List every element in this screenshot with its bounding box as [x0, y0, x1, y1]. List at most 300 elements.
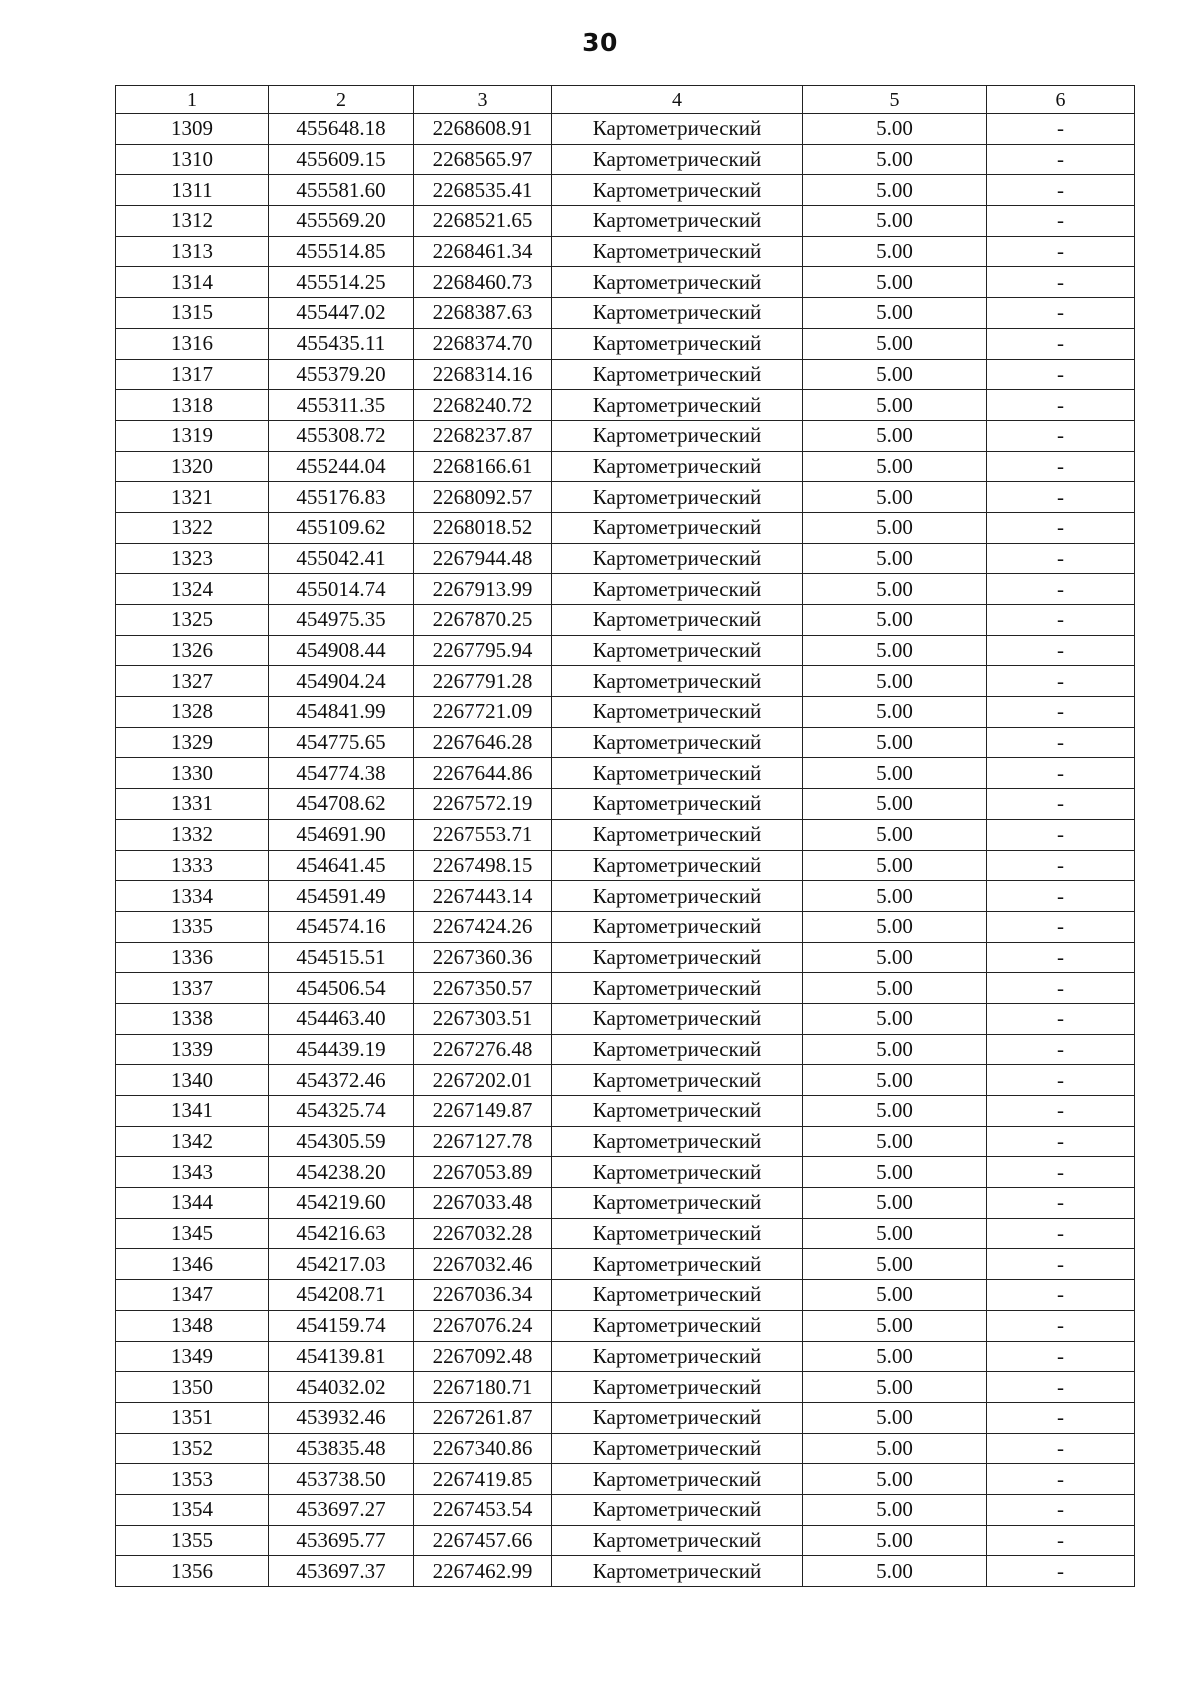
method-cell: Картометрический [552, 206, 803, 237]
method-cell: Картометрический [552, 666, 803, 697]
table-row [116, 1556, 1135, 1587]
column-header-3: 3 [414, 86, 552, 114]
table-row [116, 512, 1135, 543]
x-coordinate-cell: 454975.35 [269, 605, 414, 636]
table-row [116, 1188, 1135, 1219]
note-cell: - [987, 605, 1135, 636]
point-number-cell: 1319 [116, 420, 269, 451]
accuracy-cell: 5.00 [803, 206, 987, 237]
table-row [116, 1525, 1135, 1556]
table-row [116, 1218, 1135, 1249]
table-row [116, 1096, 1135, 1127]
method-cell: Картометрический [552, 1341, 803, 1372]
accuracy-cell: 5.00 [803, 114, 987, 145]
column-header-2: 2 [269, 86, 414, 114]
point-number-cell: 1316 [116, 328, 269, 359]
y-coordinate-cell: 2267180.71 [414, 1372, 552, 1403]
x-coordinate-cell: 454208.71 [269, 1280, 414, 1311]
accuracy-cell: 5.00 [803, 1402, 987, 1433]
accuracy-cell: 5.00 [803, 543, 987, 574]
method-cell: Картометрический [552, 911, 803, 942]
table-row [116, 1494, 1135, 1525]
table-row [116, 605, 1135, 636]
accuracy-cell: 5.00 [803, 1464, 987, 1495]
note-cell: - [987, 451, 1135, 482]
accuracy-cell: 5.00 [803, 1096, 987, 1127]
x-coordinate-cell: 453697.37 [269, 1556, 414, 1587]
x-coordinate-cell: 454216.63 [269, 1218, 414, 1249]
page-number: 30 [582, 28, 618, 57]
method-cell: Картометрический [552, 1372, 803, 1403]
table-row [116, 942, 1135, 973]
accuracy-cell: 5.00 [803, 758, 987, 789]
point-number-cell: 1346 [116, 1249, 269, 1280]
note-cell: - [987, 666, 1135, 697]
y-coordinate-cell: 2267419.85 [414, 1464, 552, 1495]
table-row [116, 574, 1135, 605]
y-coordinate-cell: 2267572.19 [414, 789, 552, 820]
point-number-cell: 1347 [116, 1280, 269, 1311]
table-row [116, 144, 1135, 175]
y-coordinate-cell: 2268240.72 [414, 390, 552, 421]
note-cell: - [987, 819, 1135, 850]
table-row [116, 1003, 1135, 1034]
point-number-cell: 1311 [116, 175, 269, 206]
accuracy-cell: 5.00 [803, 1556, 987, 1587]
method-cell: Картометрический [552, 1096, 803, 1127]
point-number-cell: 1348 [116, 1310, 269, 1341]
accuracy-cell: 5.00 [803, 881, 987, 912]
table-header-row [116, 86, 1135, 114]
note-cell: - [987, 359, 1135, 390]
point-number-cell: 1339 [116, 1034, 269, 1065]
note-cell: - [987, 175, 1135, 206]
x-coordinate-cell: 454691.90 [269, 819, 414, 850]
x-coordinate-cell: 453835.48 [269, 1433, 414, 1464]
note-cell: - [987, 1341, 1135, 1372]
y-coordinate-cell: 2267036.34 [414, 1280, 552, 1311]
y-coordinate-cell: 2268461.34 [414, 236, 552, 267]
note-cell: - [987, 298, 1135, 329]
table-row [116, 819, 1135, 850]
accuracy-cell: 5.00 [803, 1218, 987, 1249]
x-coordinate-cell: 455042.41 [269, 543, 414, 574]
y-coordinate-cell: 2268092.57 [414, 482, 552, 513]
accuracy-cell: 5.00 [803, 942, 987, 973]
y-coordinate-cell: 2267795.94 [414, 635, 552, 666]
method-cell: Картометрический [552, 1126, 803, 1157]
method-cell: Картометрический [552, 1556, 803, 1587]
accuracy-cell: 5.00 [803, 482, 987, 513]
note-cell: - [987, 543, 1135, 574]
note-cell: - [987, 1372, 1135, 1403]
method-cell: Картометрический [552, 267, 803, 298]
x-coordinate-cell: 454305.59 [269, 1126, 414, 1157]
accuracy-cell: 5.00 [803, 1494, 987, 1525]
table-body [116, 114, 1135, 1587]
method-cell: Картометрический [552, 1218, 803, 1249]
accuracy-cell: 5.00 [803, 1249, 987, 1280]
y-coordinate-cell: 2267033.48 [414, 1188, 552, 1219]
x-coordinate-cell: 454372.46 [269, 1065, 414, 1096]
table-row [116, 543, 1135, 574]
note-cell: - [987, 1096, 1135, 1127]
table-row [116, 758, 1135, 789]
x-coordinate-cell: 455244.04 [269, 451, 414, 482]
point-number-cell: 1322 [116, 512, 269, 543]
y-coordinate-cell: 2268166.61 [414, 451, 552, 482]
point-number-cell: 1312 [116, 206, 269, 237]
x-coordinate-cell: 454238.20 [269, 1157, 414, 1188]
method-cell: Картометрический [552, 1249, 803, 1280]
method-cell: Картометрический [552, 420, 803, 451]
method-cell: Картометрический [552, 789, 803, 820]
point-number-cell: 1332 [116, 819, 269, 850]
method-cell: Картометрический [552, 359, 803, 390]
accuracy-cell: 5.00 [803, 451, 987, 482]
table-row [116, 267, 1135, 298]
table-row [116, 973, 1135, 1004]
x-coordinate-cell: 454574.16 [269, 911, 414, 942]
accuracy-cell: 5.00 [803, 1280, 987, 1311]
y-coordinate-cell: 2267498.15 [414, 850, 552, 881]
note-cell: - [987, 328, 1135, 359]
note-cell: - [987, 482, 1135, 513]
accuracy-cell: 5.00 [803, 1034, 987, 1065]
accuracy-cell: 5.00 [803, 574, 987, 605]
y-coordinate-cell: 2267870.25 [414, 605, 552, 636]
x-coordinate-cell: 454591.49 [269, 881, 414, 912]
accuracy-cell: 5.00 [803, 420, 987, 451]
y-coordinate-cell: 2267462.99 [414, 1556, 552, 1587]
note-cell: - [987, 973, 1135, 1004]
note-cell: - [987, 1249, 1135, 1280]
point-number-cell: 1309 [116, 114, 269, 145]
method-cell: Картометрический [552, 973, 803, 1004]
point-number-cell: 1344 [116, 1188, 269, 1219]
point-number-cell: 1310 [116, 144, 269, 175]
point-number-cell: 1342 [116, 1126, 269, 1157]
method-cell: Картометрический [552, 298, 803, 329]
point-number-cell: 1334 [116, 881, 269, 912]
x-coordinate-cell: 455514.25 [269, 267, 414, 298]
y-coordinate-cell: 2267127.78 [414, 1126, 552, 1157]
table-row [116, 697, 1135, 728]
accuracy-cell: 5.00 [803, 1433, 987, 1464]
note-cell: - [987, 1188, 1135, 1219]
method-cell: Картометрический [552, 390, 803, 421]
method-cell: Картометрический [552, 1402, 803, 1433]
table-row [116, 1341, 1135, 1372]
column-header-4: 4 [552, 86, 803, 114]
accuracy-cell: 5.00 [803, 819, 987, 850]
point-number-cell: 1355 [116, 1525, 269, 1556]
point-number-cell: 1353 [116, 1464, 269, 1495]
y-coordinate-cell: 2267350.57 [414, 973, 552, 1004]
note-cell: - [987, 1126, 1135, 1157]
table-row [116, 175, 1135, 206]
accuracy-cell: 5.00 [803, 267, 987, 298]
point-number-cell: 1313 [116, 236, 269, 267]
table-row [116, 420, 1135, 451]
point-number-cell: 1351 [116, 1402, 269, 1433]
note-cell: - [987, 758, 1135, 789]
point-number-cell: 1328 [116, 697, 269, 728]
table-row [116, 1065, 1135, 1096]
method-cell: Картометрический [552, 114, 803, 145]
table-row [116, 881, 1135, 912]
x-coordinate-cell: 455609.15 [269, 144, 414, 175]
accuracy-cell: 5.00 [803, 390, 987, 421]
y-coordinate-cell: 2268237.87 [414, 420, 552, 451]
note-cell: - [987, 1433, 1135, 1464]
method-cell: Картометрический [552, 727, 803, 758]
table-row [116, 911, 1135, 942]
point-number-cell: 1354 [116, 1494, 269, 1525]
accuracy-cell: 5.00 [803, 911, 987, 942]
point-number-cell: 1314 [116, 267, 269, 298]
y-coordinate-cell: 2267340.86 [414, 1433, 552, 1464]
y-coordinate-cell: 2267443.14 [414, 881, 552, 912]
column-header-1: 1 [116, 86, 269, 114]
x-coordinate-cell: 454463.40 [269, 1003, 414, 1034]
y-coordinate-cell: 2267791.28 [414, 666, 552, 697]
note-cell: - [987, 144, 1135, 175]
method-cell: Картометрический [552, 1280, 803, 1311]
note-cell: - [987, 942, 1135, 973]
accuracy-cell: 5.00 [803, 1126, 987, 1157]
x-coordinate-cell: 454774.38 [269, 758, 414, 789]
x-coordinate-cell: 454904.24 [269, 666, 414, 697]
point-number-cell: 1321 [116, 482, 269, 513]
note-cell: - [987, 236, 1135, 267]
x-coordinate-cell: 453697.27 [269, 1494, 414, 1525]
note-cell: - [987, 911, 1135, 942]
method-cell: Картометрический [552, 574, 803, 605]
note-cell: - [987, 1280, 1135, 1311]
note-cell: - [987, 727, 1135, 758]
note-cell: - [987, 267, 1135, 298]
table-row [116, 789, 1135, 820]
table-row [116, 328, 1135, 359]
table-row [116, 635, 1135, 666]
accuracy-cell: 5.00 [803, 789, 987, 820]
x-coordinate-cell: 455447.02 [269, 298, 414, 329]
x-coordinate-cell: 453738.50 [269, 1464, 414, 1495]
table-row [116, 727, 1135, 758]
method-cell: Картометрический [552, 605, 803, 636]
point-number-cell: 1326 [116, 635, 269, 666]
accuracy-cell: 5.00 [803, 1372, 987, 1403]
point-number-cell: 1317 [116, 359, 269, 390]
method-cell: Картометрический [552, 1034, 803, 1065]
x-coordinate-cell: 454841.99 [269, 697, 414, 728]
table-row [116, 482, 1135, 513]
y-coordinate-cell: 2267944.48 [414, 543, 552, 574]
x-coordinate-cell: 454325.74 [269, 1096, 414, 1127]
column-header-5: 5 [803, 86, 987, 114]
accuracy-cell: 5.00 [803, 1341, 987, 1372]
note-cell: - [987, 1310, 1135, 1341]
method-cell: Картометрический [552, 1065, 803, 1096]
table-row [116, 1034, 1135, 1065]
y-coordinate-cell: 2267424.26 [414, 911, 552, 942]
point-number-cell: 1350 [116, 1372, 269, 1403]
note-cell: - [987, 390, 1135, 421]
note-cell: - [987, 1065, 1135, 1096]
y-coordinate-cell: 2268018.52 [414, 512, 552, 543]
accuracy-cell: 5.00 [803, 512, 987, 543]
note-cell: - [987, 420, 1135, 451]
y-coordinate-cell: 2268608.91 [414, 114, 552, 145]
accuracy-cell: 5.00 [803, 1525, 987, 1556]
y-coordinate-cell: 2267261.87 [414, 1402, 552, 1433]
x-coordinate-cell: 454217.03 [269, 1249, 414, 1280]
point-number-cell: 1356 [116, 1556, 269, 1587]
y-coordinate-cell: 2267053.89 [414, 1157, 552, 1188]
accuracy-cell: 5.00 [803, 1157, 987, 1188]
y-coordinate-cell: 2267032.46 [414, 1249, 552, 1280]
point-number-cell: 1349 [116, 1341, 269, 1372]
note-cell: - [987, 881, 1135, 912]
method-cell: Картометрический [552, 697, 803, 728]
method-cell: Картометрический [552, 1464, 803, 1495]
point-number-cell: 1329 [116, 727, 269, 758]
table-row [116, 114, 1135, 145]
table-row [116, 1433, 1135, 1464]
method-cell: Картометрический [552, 328, 803, 359]
point-number-cell: 1335 [116, 911, 269, 942]
y-coordinate-cell: 2268387.63 [414, 298, 552, 329]
y-coordinate-cell: 2267360.36 [414, 942, 552, 973]
y-coordinate-cell: 2268535.41 [414, 175, 552, 206]
note-cell: - [987, 1525, 1135, 1556]
point-number-cell: 1340 [116, 1065, 269, 1096]
accuracy-cell: 5.00 [803, 697, 987, 728]
x-coordinate-cell: 455435.11 [269, 328, 414, 359]
y-coordinate-cell: 2267646.28 [414, 727, 552, 758]
method-cell: Картометрический [552, 512, 803, 543]
x-coordinate-cell: 454708.62 [269, 789, 414, 820]
table-row [116, 390, 1135, 421]
table-row [116, 451, 1135, 482]
note-cell: - [987, 1003, 1135, 1034]
table-row [116, 1280, 1135, 1311]
y-coordinate-cell: 2268460.73 [414, 267, 552, 298]
method-cell: Картометрический [552, 175, 803, 206]
table-row [116, 1464, 1135, 1495]
note-cell: - [987, 512, 1135, 543]
y-coordinate-cell: 2268521.65 [414, 206, 552, 237]
accuracy-cell: 5.00 [803, 605, 987, 636]
x-coordinate-cell: 455311.35 [269, 390, 414, 421]
x-coordinate-cell: 455014.74 [269, 574, 414, 605]
note-cell: - [987, 1494, 1135, 1525]
x-coordinate-cell: 453695.77 [269, 1525, 414, 1556]
y-coordinate-cell: 2268565.97 [414, 144, 552, 175]
method-cell: Картометрический [552, 451, 803, 482]
y-coordinate-cell: 2268314.16 [414, 359, 552, 390]
method-cell: Картометрический [552, 819, 803, 850]
note-cell: - [987, 1218, 1135, 1249]
point-number-cell: 1345 [116, 1218, 269, 1249]
x-coordinate-cell: 454219.60 [269, 1188, 414, 1219]
y-coordinate-cell: 2267092.48 [414, 1341, 552, 1372]
accuracy-cell: 5.00 [803, 1003, 987, 1034]
x-coordinate-cell: 455176.83 [269, 482, 414, 513]
y-coordinate-cell: 2268374.70 [414, 328, 552, 359]
method-cell: Картометрический [552, 942, 803, 973]
y-coordinate-cell: 2267076.24 [414, 1310, 552, 1341]
table-row [116, 1126, 1135, 1157]
method-cell: Картометрический [552, 1525, 803, 1556]
table-row [116, 1402, 1135, 1433]
x-coordinate-cell: 455109.62 [269, 512, 414, 543]
point-number-cell: 1337 [116, 973, 269, 1004]
method-cell: Картометрический [552, 1157, 803, 1188]
x-coordinate-cell: 454775.65 [269, 727, 414, 758]
y-coordinate-cell: 2267457.66 [414, 1525, 552, 1556]
table-row [116, 850, 1135, 881]
method-cell: Картометрический [552, 758, 803, 789]
accuracy-cell: 5.00 [803, 666, 987, 697]
note-cell: - [987, 1157, 1135, 1188]
method-cell: Картометрический [552, 881, 803, 912]
note-cell: - [987, 114, 1135, 145]
y-coordinate-cell: 2267149.87 [414, 1096, 552, 1127]
table-row [116, 1372, 1135, 1403]
x-coordinate-cell: 454515.51 [269, 942, 414, 973]
y-coordinate-cell: 2267453.54 [414, 1494, 552, 1525]
y-coordinate-cell: 2267032.28 [414, 1218, 552, 1249]
table-row [116, 206, 1135, 237]
method-cell: Картометрический [552, 543, 803, 574]
note-cell: - [987, 1034, 1135, 1065]
method-cell: Картометрический [552, 1003, 803, 1034]
x-coordinate-cell: 455308.72 [269, 420, 414, 451]
note-cell: - [987, 789, 1135, 820]
point-number-cell: 1327 [116, 666, 269, 697]
note-cell: - [987, 574, 1135, 605]
x-coordinate-cell: 454506.54 [269, 973, 414, 1004]
point-number-cell: 1333 [116, 850, 269, 881]
method-cell: Картометрический [552, 1494, 803, 1525]
x-coordinate-cell: 455569.20 [269, 206, 414, 237]
accuracy-cell: 5.00 [803, 328, 987, 359]
y-coordinate-cell: 2267202.01 [414, 1065, 552, 1096]
method-cell: Картометрический [552, 1188, 803, 1219]
accuracy-cell: 5.00 [803, 973, 987, 1004]
point-number-cell: 1338 [116, 1003, 269, 1034]
point-number-cell: 1315 [116, 298, 269, 329]
note-cell: - [987, 697, 1135, 728]
point-number-cell: 1330 [116, 758, 269, 789]
note-cell: - [987, 635, 1135, 666]
table-row [116, 666, 1135, 697]
accuracy-cell: 5.00 [803, 850, 987, 881]
point-number-cell: 1341 [116, 1096, 269, 1127]
point-number-cell: 1320 [116, 451, 269, 482]
x-coordinate-cell: 453932.46 [269, 1402, 414, 1433]
accuracy-cell: 5.00 [803, 298, 987, 329]
accuracy-cell: 5.00 [803, 144, 987, 175]
accuracy-cell: 5.00 [803, 175, 987, 206]
y-coordinate-cell: 2267276.48 [414, 1034, 552, 1065]
table-row [116, 298, 1135, 329]
point-number-cell: 1318 [116, 390, 269, 421]
table-row [116, 1157, 1135, 1188]
note-cell: - [987, 1464, 1135, 1495]
